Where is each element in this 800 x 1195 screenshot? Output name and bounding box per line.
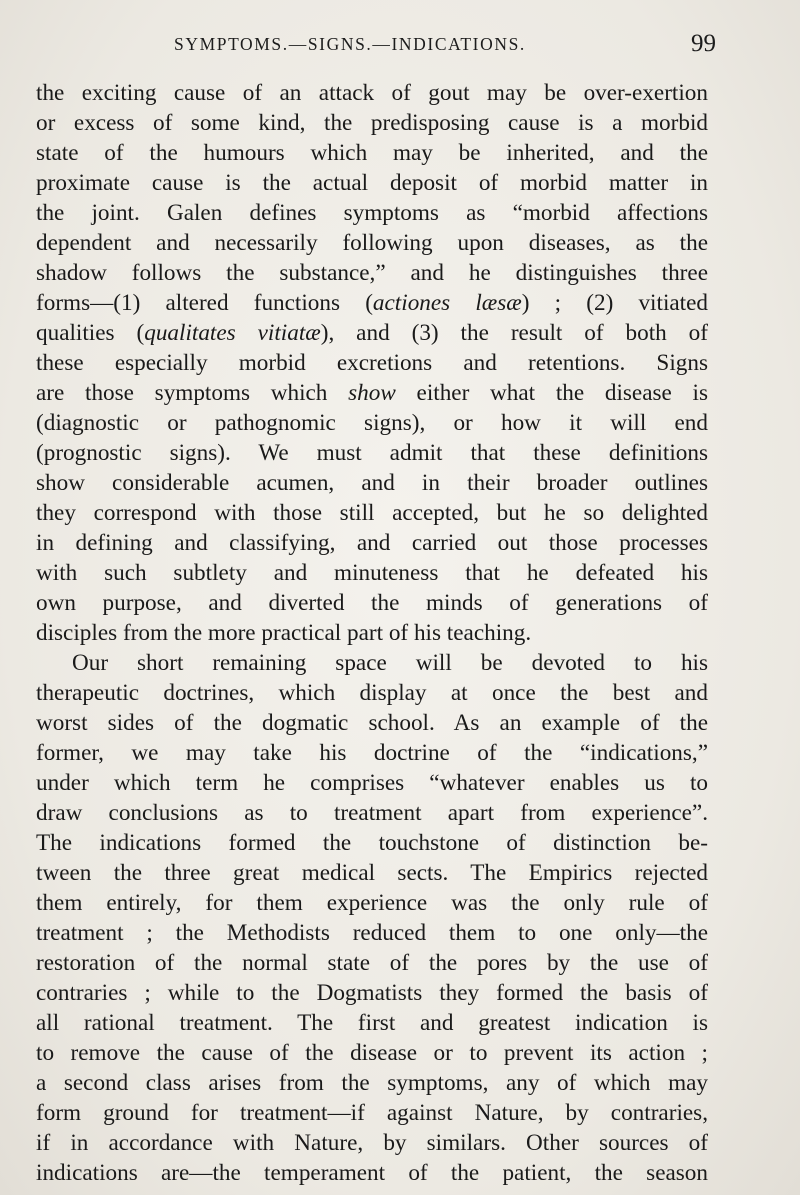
text-line: state of the humours which may be inherited, and the	[36, 140, 708, 166]
paragraph-end-line: disciples from the more practical part of his teaching.	[36, 620, 532, 646]
text-line: to remove the cause of the disease or to prevent its action ;	[36, 1040, 708, 1066]
text-line: dependent and necessarily following upon diseases, as the	[36, 230, 708, 256]
text-line: indications are—the temperament of the patient, the season	[36, 1160, 708, 1186]
text-line: treatment ; the Methodists reduced them to one only—the	[36, 920, 708, 946]
text-line: restoration of the normal state of the pores by the use of	[36, 950, 708, 976]
text-line: a second class arises from the symptoms, any of which may	[36, 1070, 708, 1096]
text-line: therapeutic doctrines, which display at once the best and	[36, 680, 708, 706]
text-line: under which term he comprises “whatever enables us to	[36, 770, 708, 796]
text-line: (prognostic signs). We must admit that these definitions	[36, 440, 708, 466]
text-line: (diagnostic or pathognomic signs), or how it will end	[36, 410, 708, 436]
text-line: form ground for treatment—if against Nature, by contraries,	[36, 1100, 708, 1126]
text-line: draw conclusions as to treatment apart from experience”.	[36, 800, 708, 826]
text-line: with such subtlety and minuteness that he defeated his	[36, 560, 708, 586]
text-line: the exciting cause of an attack of gout may be over-exertion	[36, 80, 708, 106]
text-line: are those symptoms which show either what the disease is	[36, 380, 708, 406]
text-line: all rational treatment. The first and greatest indication is	[36, 1010, 708, 1036]
text-line: in defining and classifying, and carried out those processes	[36, 530, 708, 556]
text-line: show considerable acumen, and in their broader outlines	[36, 470, 708, 496]
text-line: if in accordance with Nature, by similars. Other sources of	[36, 1130, 708, 1156]
text-line: qualities (qualitates vitiatæ), and (3) the result of both of	[36, 320, 708, 346]
text-line: shadow follows the substance,” and he distinguishes three	[36, 260, 708, 286]
running-head: SYMPTOMS.—SIGNS.—INDICATIONS.	[174, 34, 526, 54]
text-line: these especially morbid excretions and retentions. Signs	[36, 350, 708, 376]
text-line: former, we may take his doctrine of the “indications,”	[36, 740, 708, 766]
text-line: or excess of some kind, the predisposing cause is a morbid	[36, 110, 708, 136]
text-line: worst sides of the dogmatic school. As an example of the	[36, 710, 708, 736]
text-line: tween the three great medical sects. The Empirics rejected	[36, 860, 708, 886]
paragraph-start-line: Our short remaining space will be devoted to his	[72, 650, 708, 676]
text-line: they correspond with those still accepted, but he so delighted	[36, 500, 708, 526]
text-line: them entirely, for them experience was the only rule of	[36, 890, 708, 916]
body-text	[36, 78, 708, 1188]
page-number: 99	[691, 30, 716, 57]
text-line: own purpose, and diverted the minds of generations of	[36, 590, 708, 616]
text-line: contraries ; while to the Dogmatists they formed the basis of	[36, 980, 708, 1006]
text-line: The indications formed the touchstone of distinction be-	[36, 830, 708, 856]
text-line: forms—(1) altered functions (actiones læsæ) ; (2) vitiated	[36, 290, 709, 316]
page-header	[36, 30, 716, 62]
text-line: proximate cause is the actual deposit of morbid matter in	[36, 170, 708, 196]
text-line: the joint. Galen defines symptoms as “morbid affections	[36, 200, 708, 226]
